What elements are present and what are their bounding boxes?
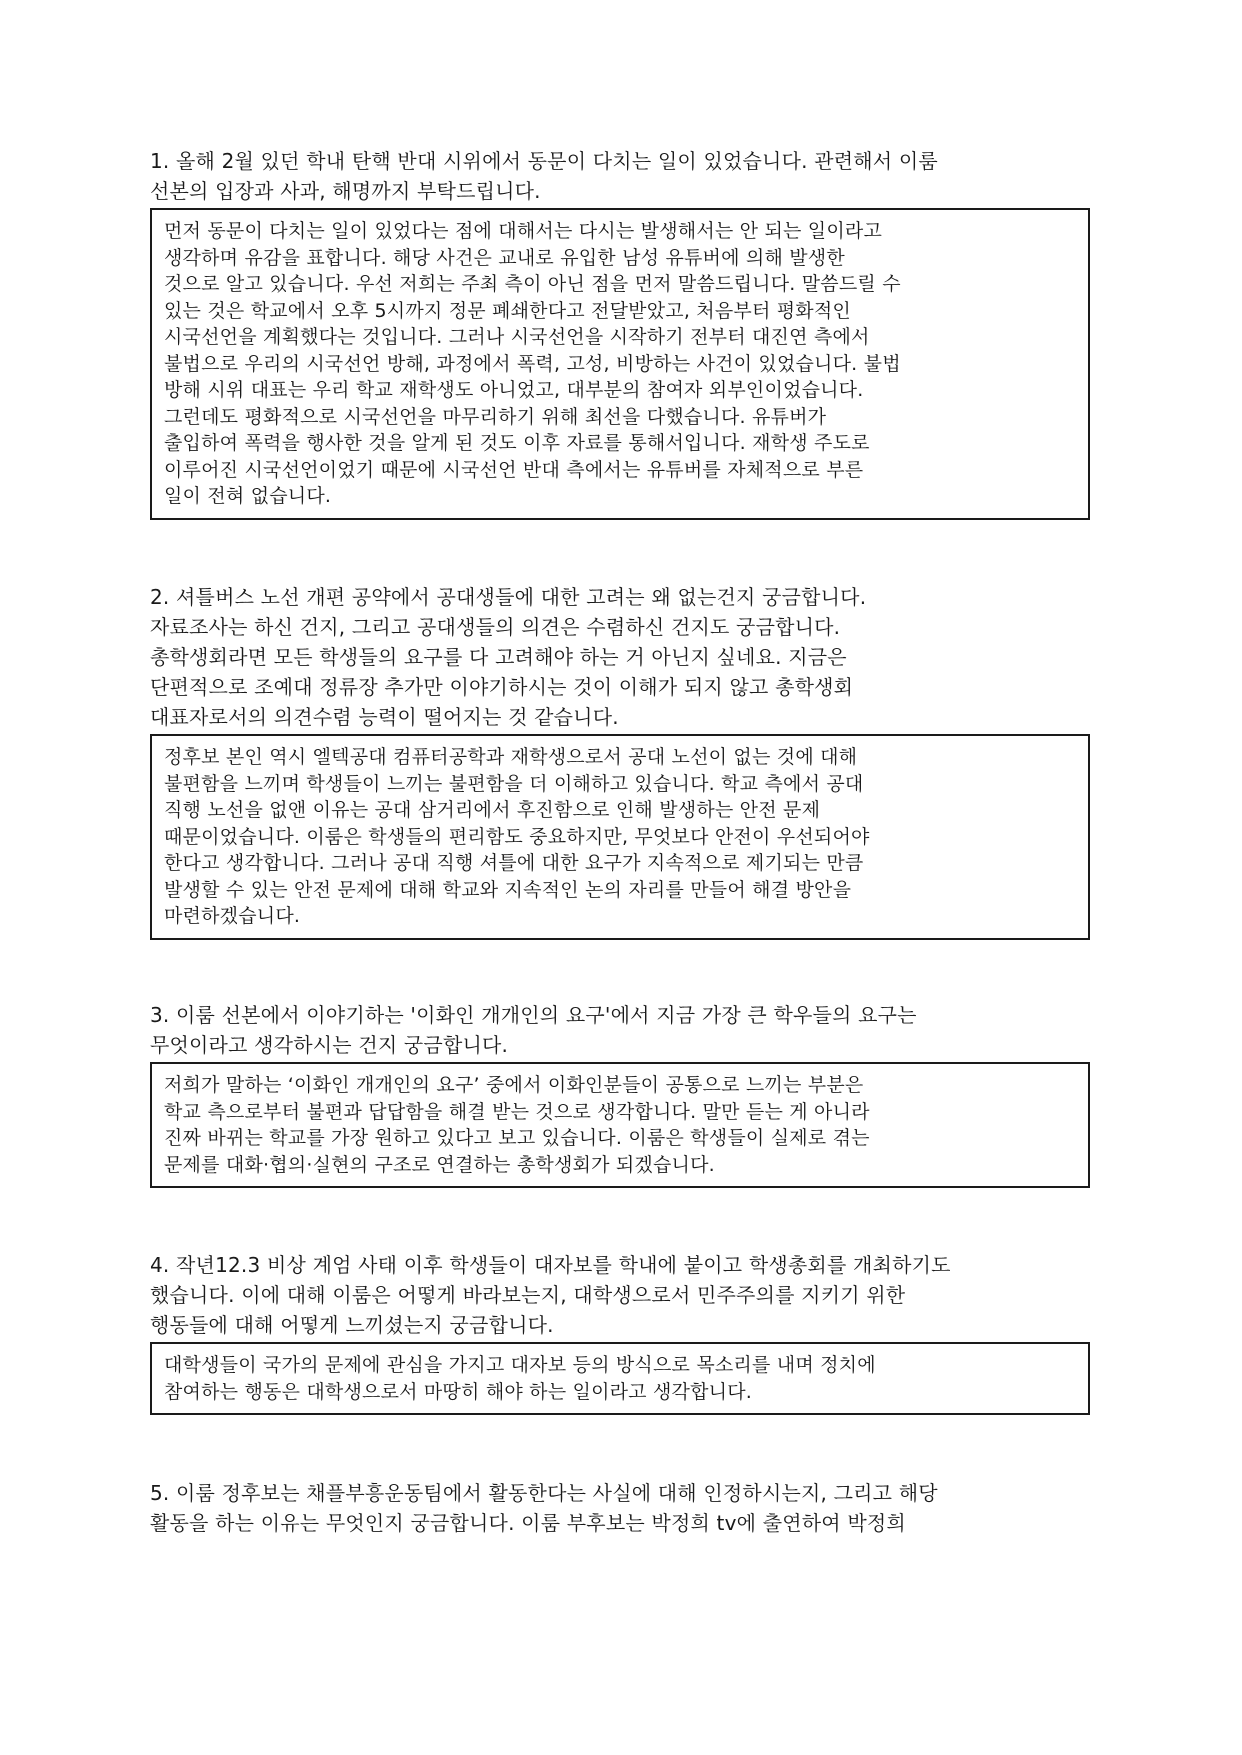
question-line: 자료조사는 하신 건지, 그리고 공대생들의 의견은 수렴하신 건지도 궁금합니다. bbox=[150, 615, 841, 639]
answer-line: 시국선언을 계획했다는 것입니다. 그러나 시국선언을 시작하기 전부터 대진연 측에서 bbox=[164, 326, 870, 348]
answer-line: 마련하겠습니다. bbox=[164, 905, 301, 927]
question-5 bbox=[150, 1478, 1090, 1538]
answer-line: 한다고 생각합니다. 그러나 공대 직행 셔틀에 대한 요구가 지속적으로 제기되는 만큼 bbox=[164, 852, 864, 874]
answer-line: 생각하며 유감을 표합니다. 해당 사건은 교내로 유입한 남성 유튜버에 의해 발생한 bbox=[164, 246, 845, 269]
question-line: 총학생회라면 모든 학생들의 요구를 다 고려해야 하는 거 아닌지 싶네요. 지금은 bbox=[150, 645, 847, 669]
answer-line: 직행 노선을 없앤 이유는 공대 삼거리에서 후진함으로 인해 발생하는 안전 문제 bbox=[164, 799, 821, 821]
answer-line: 불편함을 느끼며 학생들이 느끼는 불편함을 더 이해하고 있습니다. 학교 측에서 공대 bbox=[164, 772, 864, 795]
question-3 bbox=[150, 1000, 1090, 1060]
answer-line: 이루어진 시국선언이었기 때문에 시국선언 반대 측에서는 유튜버를 자체적으로 부른 bbox=[164, 458, 864, 481]
answer-line: 참여하는 행동은 대학생으로서 마땅히 해야 하는 일이라고 생각합니다. bbox=[164, 1380, 752, 1403]
question-line: 행동들에 대해 어떻게 느끼셨는지 궁금합니다. bbox=[150, 1313, 554, 1337]
answer-line: 문제를 대화·협의·실현의 구조로 연결하는 총학생회가 되겠습니다. bbox=[164, 1153, 715, 1176]
answer-line: 대학생들이 국가의 문제에 관심을 가지고 대자보 등의 방식으로 목소리를 내며 정치에 bbox=[164, 1354, 876, 1376]
question-line: 선본의 입장과 사과, 해명까지 부탁드립니다. bbox=[150, 179, 541, 203]
qa-section-3 bbox=[150, 1000, 1090, 1188]
question-line: 단편적으로 조예대 정류장 추가만 이야기하시는 것이 이해가 되지 않고 총학생회 bbox=[150, 675, 854, 699]
qa-section-4 bbox=[150, 1250, 1090, 1415]
qa-section-2 bbox=[150, 582, 1090, 940]
question-line: 했습니다. 이에 대해 이룸은 어떻게 바라보는지, 대학생으로서 민주주의를 지키기 위한 bbox=[150, 1283, 906, 1307]
answer-line: 진짜 바뀌는 학교를 가장 원하고 있다고 보고 있습니다. 이룸은 학생들이 실제로 겪는 bbox=[164, 1127, 870, 1149]
answer-line: 방해 시위 대표는 우리 학교 재학생도 아니었고, 대부분의 참여자 외부인이었습니다. bbox=[164, 379, 864, 401]
answer-line: 저희가 말하는 ‘이화인 개개인의 요구’ 중에서 이화인분들이 공통으로 느끼는 부분은 bbox=[164, 1074, 864, 1096]
answer-box-2 bbox=[150, 734, 1090, 940]
question-1 bbox=[150, 146, 1090, 206]
question-line: 3. 이룸 선본에서 이야기하는 '이화인 개개인의 요구'에서 지금 가장 큰 학우들의 요구는 bbox=[150, 1003, 917, 1027]
answer-line: 정후보 본인 역시 엘텍공대 컴퓨터공학과 재학생으로서 공대 노선이 없는 것에 대해 bbox=[164, 746, 858, 768]
answer-box-4 bbox=[150, 1342, 1090, 1415]
question-line: 5. 이룸 정후보는 채플부흥운동팀에서 활동한다는 사실에 대해 인정하시는지, 그리고 해당 bbox=[150, 1481, 938, 1505]
answer-box-3 bbox=[150, 1062, 1090, 1188]
qa-section-1 bbox=[150, 146, 1090, 520]
answer-line: 불법으로 우리의 시국선언 방해, 과정에서 폭력, 고성, 비방하는 사건이 있었습니다. 불법 bbox=[164, 352, 901, 375]
answer-box-1 bbox=[150, 208, 1090, 520]
answer-line: 있는 것은 학교에서 오후 5시까지 정문 폐쇄한다고 전달받았고, 처음부터 평화적인 bbox=[164, 299, 851, 322]
question-2 bbox=[150, 582, 1090, 732]
qa-section-5 bbox=[150, 1478, 1090, 1538]
question-line: 4. 작년12.3 비상 계엄 사태 이후 학생들이 대자보를 학내에 붙이고 학생총회를 개최하기도 bbox=[150, 1253, 951, 1277]
answer-line: 일이 전혀 없습니다. bbox=[164, 485, 332, 507]
answer-line: 그런데도 평화적으로 시국선언을 마무리하기 위해 최선을 다했습니다. 유튜버가 bbox=[164, 405, 827, 428]
question-line: 1. 올해 2월 있던 학내 탄핵 반대 시위에서 동문이 다치는 일이 있었습니다. 관련해서 이룸 bbox=[150, 149, 938, 173]
question-4 bbox=[150, 1250, 1090, 1340]
question-line: 대표자로서의 의견수렴 능력이 떨어지는 것 같습니다. bbox=[150, 705, 619, 729]
question-line: 2. 셔틀버스 노선 개편 공약에서 공대생들에 대한 고려는 왜 없는건지 궁금합니다. bbox=[150, 585, 867, 609]
question-line: 활동을 하는 이유는 무엇인지 궁금합니다. 이룸 부후보는 박정희 tv에 출연하여 박정희 bbox=[150, 1511, 906, 1535]
answer-line: 출입하여 폭력을 행사한 것을 알게 된 것도 이후 자료를 통해서입니다. 재학생 주도로 bbox=[164, 432, 870, 454]
answer-line: 때문이었습니다. 이룸은 학생들의 편리함도 중요하지만, 무엇보다 안전이 우선되어야 bbox=[164, 825, 870, 848]
answer-line: 것으로 알고 있습니다. 우선 저희는 주최 측이 아닌 점을 먼저 말씀드립니다. 말씀드릴 수 bbox=[164, 273, 901, 295]
question-line: 무엇이라고 생각하시는 건지 궁금합니다. bbox=[150, 1033, 509, 1057]
answer-line: 먼저 동문이 다치는 일이 있었다는 점에 대해서는 다시는 발생해서는 안 되는 일이라고 bbox=[164, 220, 883, 242]
answer-line: 발생할 수 있는 안전 문제에 대해 학교와 지속적인 논의 자리를 만들어 해결 방안을 bbox=[164, 878, 852, 901]
answer-line: 학교 측으로부터 불편과 답답함을 해결 받는 것으로 생각합니다. 말만 듣는 게 아니라 bbox=[164, 1100, 870, 1123]
